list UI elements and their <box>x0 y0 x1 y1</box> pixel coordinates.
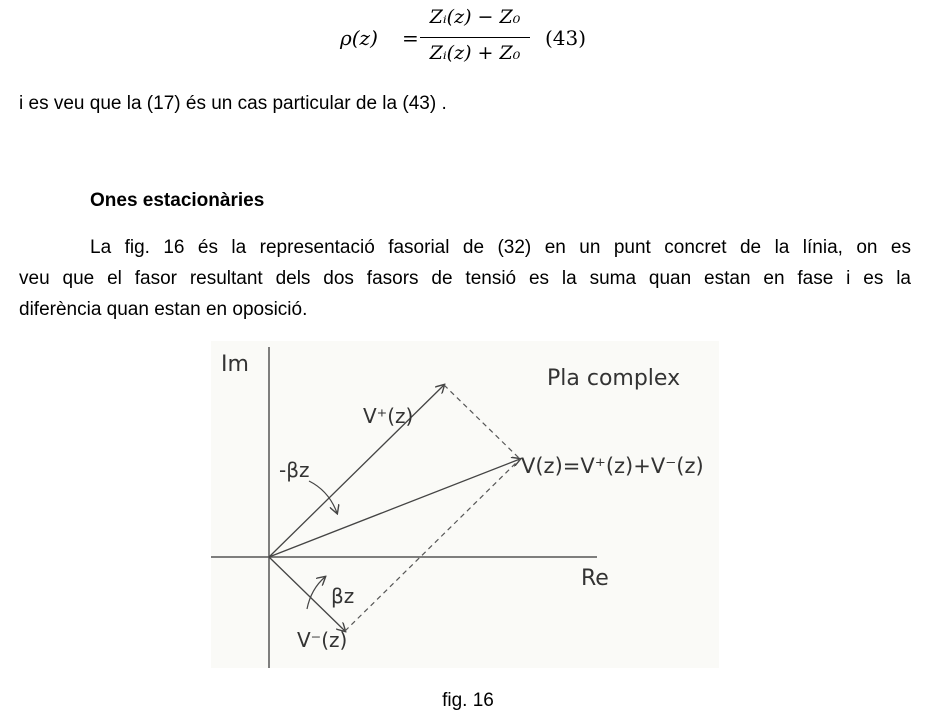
neg-angle-arrow <box>309 481 337 513</box>
dashed-construction-bottom <box>345 459 520 631</box>
im-axis-label: Im <box>221 352 249 377</box>
dashed-construction-top <box>444 385 520 459</box>
v-sum-label: V(z)=V⁺(z)+V⁻(z) <box>521 454 704 478</box>
v-minus-label: V⁻(z) <box>297 628 348 652</box>
pos-angle-arrow <box>307 577 325 609</box>
eq-number: (43) <box>545 26 587 50</box>
paragraph-2-line-2: veu que el fasor resultant dels dos fasors de tensió es la suma quan estan en fase i es la <box>19 268 911 289</box>
eq-equals: = <box>402 26 419 50</box>
paragraph-2-line-3: diferència quan estan en oposició. <box>19 299 308 320</box>
paragraph-1: i es veu que la (17) és un cas particular de la (43) . <box>19 93 447 114</box>
paragraph-2-line-1: La fig. 16 és la representació fasorial de (32) en un punt concret de la línia, on es <box>90 237 911 258</box>
plane-label: Pla complex <box>547 366 681 391</box>
v-plus-label: V⁺(z) <box>363 404 414 428</box>
neg-angle-label: -βz <box>279 458 310 482</box>
equation-43 <box>340 6 600 72</box>
pos-angle-label: βz <box>331 584 355 608</box>
figure-caption: fig. 16 <box>442 690 494 711</box>
eq-denominator: Zᵢ(z) + Z₀ <box>429 42 521 64</box>
re-axis-label: Re <box>581 566 609 591</box>
eq-numerator: Zᵢ(z) − Z₀ <box>429 6 521 28</box>
phasor-diagram <box>211 341 719 668</box>
eq-fraction-bar <box>420 37 530 38</box>
section-heading: Ones estacionàries <box>90 190 265 211</box>
paragraph-2 <box>19 232 911 325</box>
eq-lhs: ρ(z) <box>340 26 378 50</box>
phasor-figure <box>211 341 719 668</box>
